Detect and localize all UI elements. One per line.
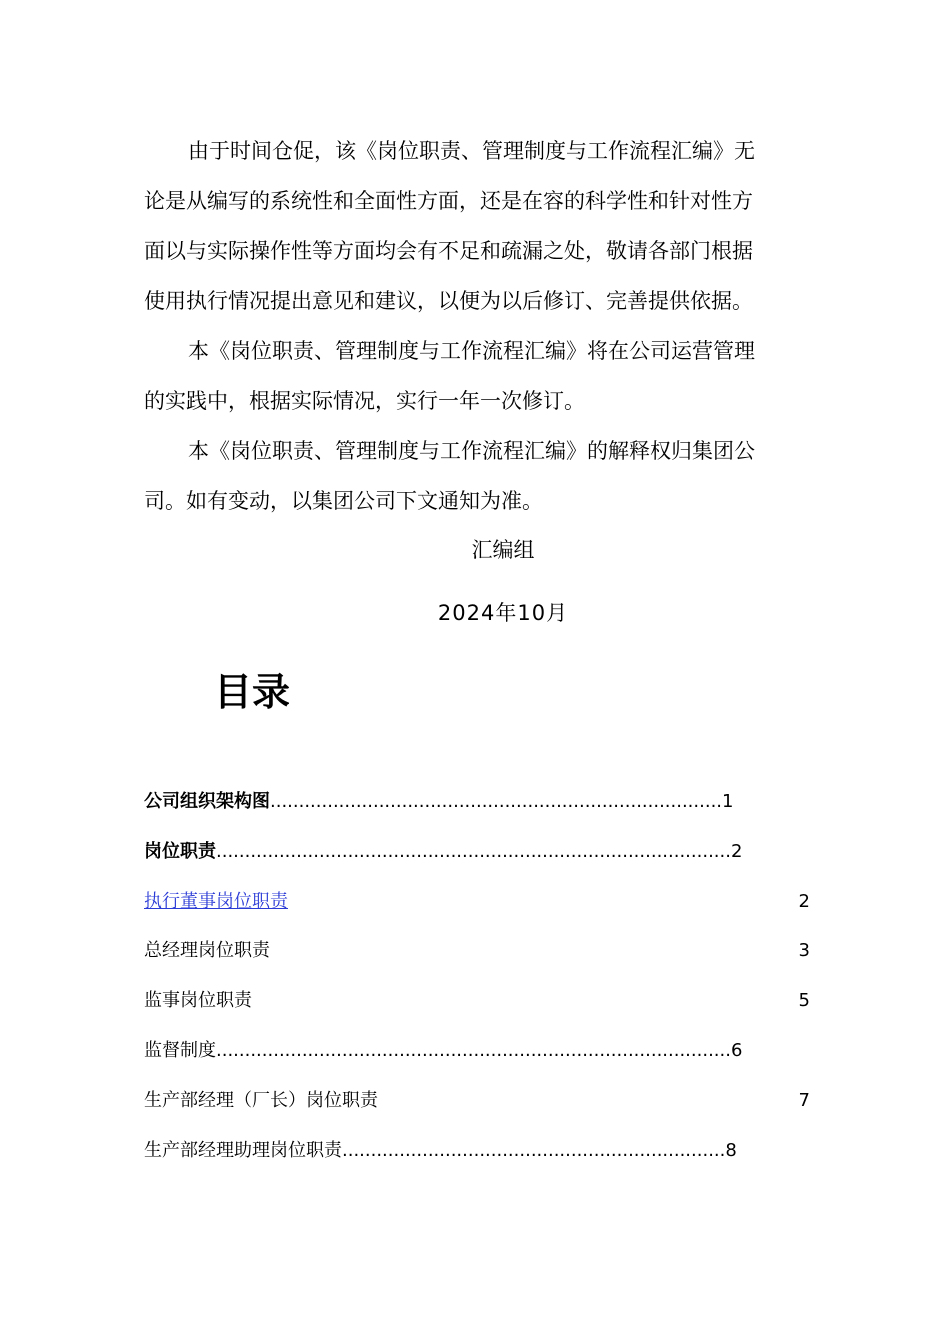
text-line: 论是从编写的系统性和全面性方面，还是在容的科学性和针对性方: [144, 189, 753, 213]
preface-paragraph-1: [144, 126, 814, 326]
text-line: 使用执行情况提出意见和建议，以便为以后修订、完善提供依据。: [144, 289, 753, 313]
toc-entry-page: 2: [730, 841, 743, 862]
toc-leader-dots: ..........................................................................................: [216, 1040, 731, 1061]
toc-entry-label: 生产部经理（厂长）岗位职责: [144, 1090, 378, 1111]
toc-entry[interactable]: [144, 789, 733, 815]
text-line: 本《岗位职责、管理制度与工作流程汇编》将在公司运营管理: [188, 339, 755, 363]
toc-entry[interactable]: [144, 839, 742, 865]
toc-entry[interactable]: [144, 1088, 378, 1114]
toc-entry-page: 7: [798, 1090, 810, 1111]
toc-entry-label: 生产部经理助理岗位职责: [144, 1140, 342, 1161]
toc-entry[interactable]: [144, 1038, 742, 1064]
toc-entry-link[interactable]: [144, 889, 288, 915]
toc-entry-page: 3: [798, 940, 810, 961]
toc-entry-label: 总经理岗位职责: [144, 940, 270, 961]
text-line: 由于时间仓促，该《岗位职责、管理制度与工作流程汇编》无: [188, 139, 755, 163]
toc-entry[interactable]: [144, 988, 252, 1014]
toc-entry-page: 2: [798, 891, 810, 912]
text-line: 本《岗位职责、管理制度与工作流程汇编》的解释权归集团公: [188, 439, 755, 463]
toc-entry-page: 1: [722, 791, 734, 812]
text-line: 的实践中，根据实际情况，实行一年一次修订。: [144, 389, 585, 413]
date: 2024年10月: [437, 601, 569, 625]
toc-entry-label: 监事岗位职责: [144, 990, 252, 1011]
toc-entry[interactable]: [144, 1138, 737, 1164]
toc-entry-page: 8: [725, 1140, 737, 1161]
toc-entry[interactable]: [144, 938, 270, 964]
toc-leader-dots: ...............................................................................: [270, 791, 723, 812]
preface-paragraph-2: [144, 326, 814, 426]
toc-entry-page: 5: [798, 990, 810, 1011]
toc-entry-page: 6: [730, 1040, 743, 1061]
toc-leader-dots: ...................................................................: [342, 1140, 726, 1161]
text-line: 面以与实际操作性等方面均会有不足和疏漏之处，敬请各部门根据: [144, 239, 753, 263]
toc-link-executive-director[interactable]: 执行董事岗位职责: [144, 891, 288, 912]
signature: 汇编组: [471, 538, 535, 562]
toc-entry-label: 公司组织架构图: [144, 791, 270, 812]
toc-entry-label: 监督制度: [144, 1040, 216, 1061]
toc-title: 目录: [214, 670, 291, 714]
text-line: 司。如有变动，以集团公司下文通知为准。: [144, 489, 543, 513]
toc-leader-dots: ..........................................................................................: [216, 841, 731, 862]
preface-paragraph-3: [144, 426, 814, 526]
toc-entry-label: 岗位职责: [144, 841, 216, 862]
